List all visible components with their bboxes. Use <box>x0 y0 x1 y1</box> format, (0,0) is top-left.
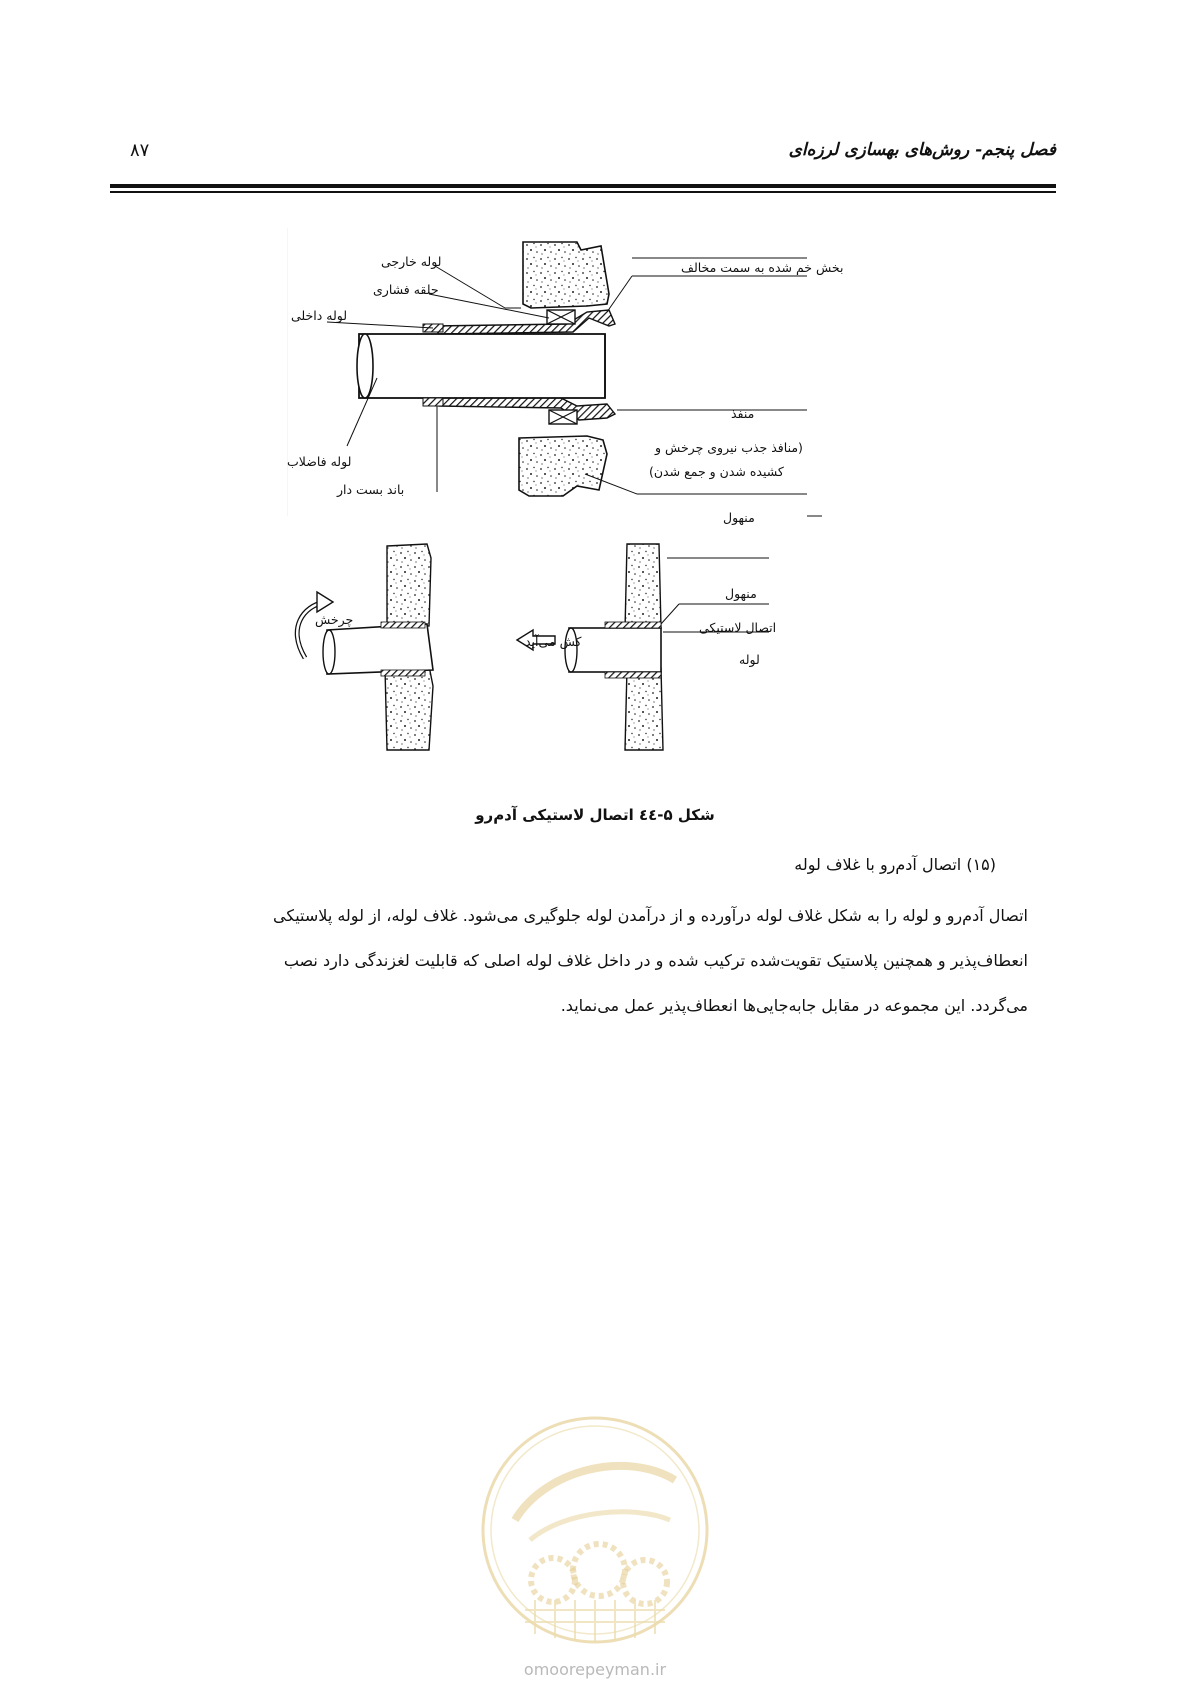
label-clamped-band: باند بست دار <box>337 482 405 497</box>
label-outlet: منفذ <box>731 406 755 421</box>
paragraph-line: می‌گردد. این مجموعه در مقابل جابه‌جایی‌ها انعطاف‌پذیر عمل می‌نماید. <box>560 996 1028 1015</box>
label-bent-part: بخش خم شده به سمت مخالف <box>681 260 844 275</box>
label-manhole-top: منهول <box>723 510 755 525</box>
label-outlet-note-1: (منافذ جذب نیروی چرخش و <box>655 440 803 455</box>
label-sewer-pipe: لوله فاضلاب <box>287 454 352 469</box>
label-manhole-bottom: منهول <box>725 586 757 601</box>
page-header <box>110 140 1056 180</box>
section-heading: (۱۵) اتصال آدم‌رو با غلاف لوله <box>794 855 996 874</box>
paragraph-line: اتصال آدم‌رو و لوله را به شکل غلاف لوله درآورده و از درآمدن لوله جلوگیری می‌شود. غلاف لوله، از لوله پلاستیکی <box>273 906 1028 925</box>
label-outlet-note-2: کشیده شدن و جمع شدن) <box>649 464 784 479</box>
label-inner-pipe: لوله داخلی <box>291 308 348 323</box>
chapter-title: فصل پنجم- روش‌های بهسازی لرزه‌ای <box>788 140 1056 160</box>
page-number: ۸۷ <box>130 140 150 161</box>
label-pipe: لوله <box>739 652 760 667</box>
paragraph-line: انعطاف‌پذیر و همچنین پلاستیک تقویت‌شده ترکیب شده و در داخل غلاف لوله اصلی که قابلیت لغزندگی دارد نصب <box>283 951 1028 970</box>
label-rubber-joint: اتصال لاستیکی <box>699 620 777 635</box>
figure-caption: شکل ۵-٤٤ اتصال لاستیکی آدم‌رو <box>475 806 715 824</box>
header-rule-thin <box>110 191 1056 193</box>
header-rule-thick <box>110 184 1056 188</box>
watermark-url: omoorepeyman.ir <box>523 1660 667 1679</box>
figure-rubber-manhole-joint <box>287 228 873 796</box>
label-pulled: کش می‌آید <box>525 634 582 649</box>
watermark-logo <box>475 1410 715 1650</box>
label-outer-pipe: لوله خارجی <box>381 254 442 269</box>
bottom-left-rotation-drawing <box>297 544 433 750</box>
body-paragraph <box>110 893 1028 1028</box>
label-rotation: چرخش <box>315 612 354 627</box>
figure-drawing <box>287 228 873 796</box>
label-pressure-ring: حلقه فشاری <box>373 282 439 297</box>
